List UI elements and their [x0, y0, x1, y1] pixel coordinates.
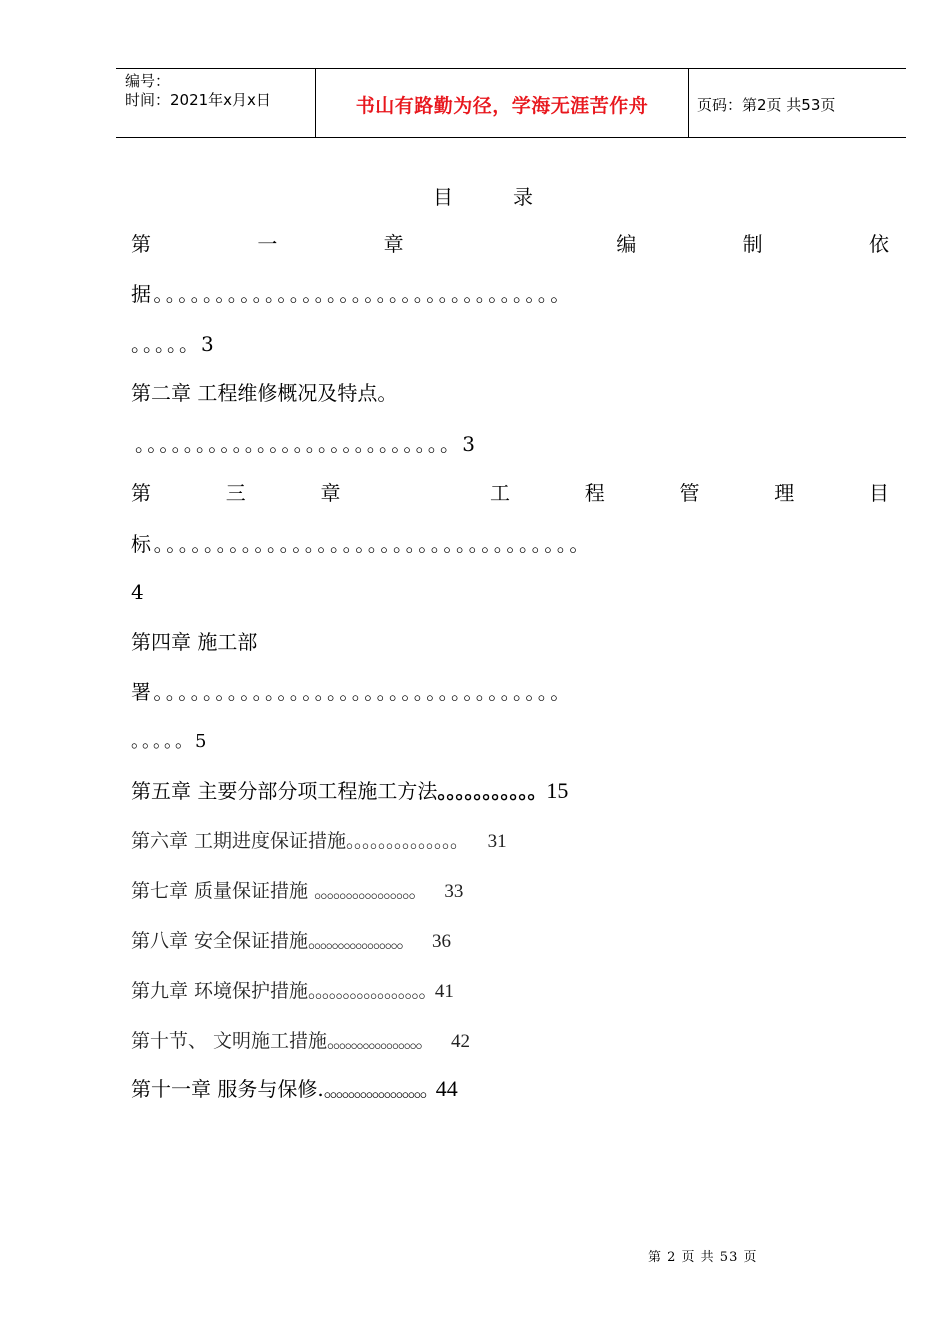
ch9-dots: 。。。。。。。。。。。。。。。。。: [308, 980, 435, 1002]
toc-ch8: [131, 929, 451, 954]
toc-ch4-line1: 第四章 施工部: [131, 630, 258, 654]
ch1-word: 章: [383, 232, 404, 256]
ch10-dots: 。。。。。。。。。。。。。。。。: [327, 1030, 431, 1052]
ch1-word: 依: [868, 232, 889, 256]
ch7-label: 第七章 质量保证措施: [131, 880, 315, 902]
page-code: 页码：第2页 共53页: [697, 96, 836, 114]
ch3-word: 理: [774, 481, 795, 505]
ch3-word: 第: [131, 481, 151, 505]
toc-ch3-line1: [131, 481, 889, 505]
header-mid-cell: [316, 69, 689, 137]
ch1-word: 编: [616, 232, 637, 256]
toc-ch10: [131, 1029, 470, 1054]
ch3-word: 三: [225, 481, 246, 505]
ch9-page: 41: [434, 981, 454, 1002]
toc-ch1-line2: 据。。。。。。。。。。。。。。。。。。。。。。。。。。。。。。。。。: [131, 282, 573, 306]
toc-ch6: [131, 829, 507, 854]
ch7-dots: 。。。。。。。。。。。。。。。。: [314, 880, 425, 902]
ch9-label: 第九章 环境保护措施: [131, 980, 309, 1002]
ch3-word: 章: [320, 481, 341, 505]
ch10-page: 42: [450, 1031, 470, 1052]
ch11-page: 44: [435, 1076, 458, 1101]
ch7-page: 33: [444, 881, 464, 902]
ch8-page: 36: [431, 931, 451, 952]
motto: 书山有路勤为径，学海无涯苦作舟: [355, 95, 649, 117]
header-right-cell: [689, 69, 906, 137]
toc-ch4-line3: 。。。。。5: [131, 731, 209, 752]
ch8-dots: 。。。。。。。。。。。。。。。。: [308, 930, 412, 952]
ch1-word: 第: [131, 232, 151, 256]
toc-ch3-line2: 标。。。。。。。。。。。。。。。。。。。。。。。。。。。。。。。。。。: [131, 532, 592, 556]
ch6-page: 31: [487, 831, 507, 852]
toc-ch1-line3: 。。。。。3: [131, 332, 216, 356]
ch5-page: 15: [546, 778, 569, 803]
toc-ch2-line1: 第二章 工程维修概况及特点。: [131, 381, 398, 405]
toc-ch5: [131, 779, 568, 803]
toc-ch11: [131, 1077, 458, 1101]
ch1-word: 一: [257, 232, 278, 256]
ch1-word: 制: [742, 232, 763, 256]
ch5-dots: 。。。。。。。。。。。: [437, 779, 547, 803]
code-label: 编号：: [125, 72, 171, 90]
ch11-label: 第十一章 服务与保修.: [131, 1077, 324, 1101]
toc-title: 目录: [433, 185, 593, 209]
toc-ch7: [131, 879, 463, 904]
ch6-dots: 。。。。。。。。。。。。。。: [346, 830, 468, 852]
header-left-cell: [116, 69, 316, 137]
ch3-word: 程: [584, 481, 605, 505]
ch8-label: 第八章 安全保证措施: [131, 930, 309, 952]
header-table: [116, 68, 906, 138]
ch3-word: 管: [679, 481, 700, 505]
toc-ch4-line2: 署。。。。。。。。。。。。。。。。。。。。。。。。。。。。。。。。。: [131, 680, 573, 704]
ch11-dots: 。。。。。。。。。。。。。。。。。: [323, 1077, 436, 1101]
time-label: 时间：2021年x月x日: [125, 91, 271, 109]
ch10-label: 第十节、 文明施工措施: [131, 1030, 328, 1052]
ch3-word: 目: [869, 481, 889, 505]
ch6-label: 第六章 工期进度保证措施: [131, 830, 347, 852]
toc-ch2-line2: 。。。。。。。。。。。。。。。。。。。。。。。。。。3: [135, 432, 478, 456]
ch3-word: 工: [490, 481, 510, 505]
page-footer: 第 2 页 共 53 页: [648, 1250, 758, 1265]
toc-ch9: [131, 979, 454, 1004]
toc-ch1-line1: [131, 232, 889, 256]
ch5-label: 第五章 主要分部分项工程施工方法: [131, 779, 438, 803]
toc-ch3-line3: 4: [131, 580, 144, 604]
